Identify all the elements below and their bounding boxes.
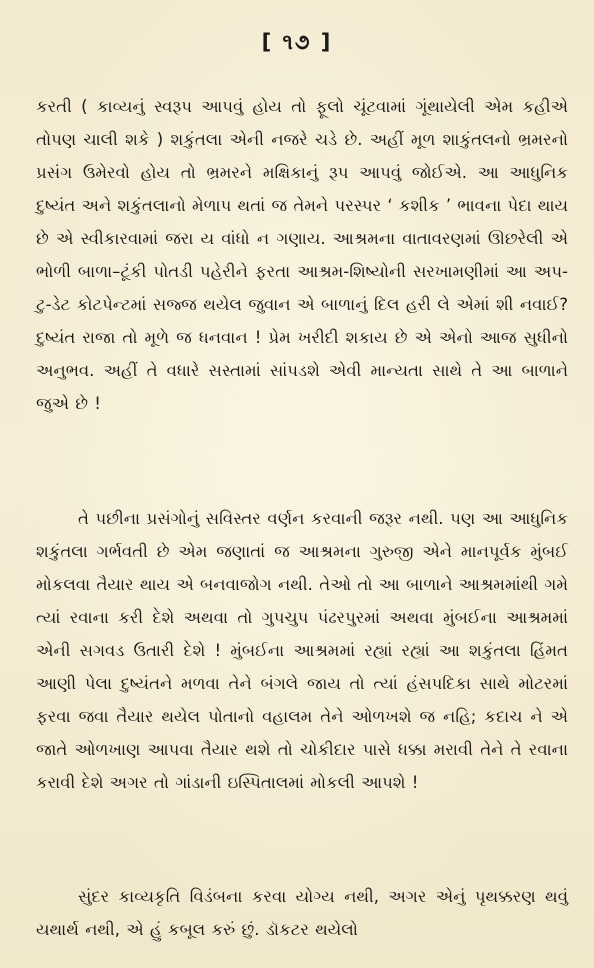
paragraph-2: તે પછીના પ્રસંગોનું સવિસ્તર વર્ણન કરવાની જરૂર નથી. પણ આ આધુનિક શકુંતલા ગર્ભવતી છે એમ જણાતાં જ આશ્રમના ગુરુજી એને માનપૂર્વક મુંબઈ મોકલવા તૈયાર થાય એ બનવાજોગ નથી. તેઓ તો આ બાળાને આશ્રમમાંથી ગમે ત્યાં રવાના કરી દેશે અથવા તો ગુપચુપ પંઢરપુરમાં અથવા મુંબઈના આશ્રમમાં એની સગવડ ઉતારી દેશે ! મુંબઈના આશ્રમમાં રહ્યાં રહ્યાં આ શકુંતલા હિંમત આણી પેલા દુષ્યંતને મળવા તેને બંગલે જાય તો ત્યાં હંસપદિકા સાથે મોટરમાં ફરવા જવા તૈયાર થયેલ પોતાનો વહાલમ તેને ઓળખશે જ નહિ; કદાચ ને એ જાતે ઓળખાણ આપવા તૈયાર થશે તો ચોકીદાર પાસે ધક્કા મરાવી તેને તે રવાના કરાવી દેશે અગર તો ગાંડાની ઇસ્પિતાલમાં મોકલી આપશે ! [36,509,568,792]
paragraph-3: સુંદર કાવ્યકૃતિ વિડંબના કરવા યોગ્ય નથી, અગર એનું પૃથક્કરણ થવું યથાર્થ નથી, એ હું કબૂલ કરું છું. ડૉકટર થયેલો [36,887,568,939]
paragraph-1: કરતી ( કાવ્યનું સ્વરૂપ આપવું હોય તો ફૂલો ચૂંટવામાં ગૂંથાયેલી એમ કહીએ તોપણ ચાલી શકે ) શકુંતલા એની નજરે ચડે છે. અહીં મૂળ શાકુંતલનો ભ્રમરનો પ્રસંગ ઉમેરવો હોય તો ભ્રમરને મક્ષિકાનું રૂપ આપવું જોઈએ. આ આધુનિક દુષ્યંત અને શકુંતલાનો મેળાપ થતાં જ તેમને પરસ્પર ‘ કશીક ’ ભાવના પેદા થાય છે એ સ્વીકારવામાં જરા ય વાંધો ન ગણાય. આશ્રમના વાતાવરણમાં ઊછરેલી એ ભોળી બાળા–ટૂંકી પોતડી પહેરીને ફરતા આશ્રમ-શિષ્યોની સરખામણીમાં આ અપ-ટુ-ડેટ કોટપેન્ટમાં સજ્જ થયેલ જુવાન એ બાળાનું દિલ હરી લે એમાં શી નવાઈ? દુષ્યંત રાજા તો મૂળે જ ધનવાન ! પ્રેમ ખરીદી શકાય છે એ એનો આજ સુધીનો અનુભવ. અહીં તે વધારે સસ્તામાં સાંપડશે એવી માન્યતા સાથે તે આ બાળાને જુએ છે ! [36,97,568,413]
page-number: [ ૧૭ ] [261,30,333,54]
